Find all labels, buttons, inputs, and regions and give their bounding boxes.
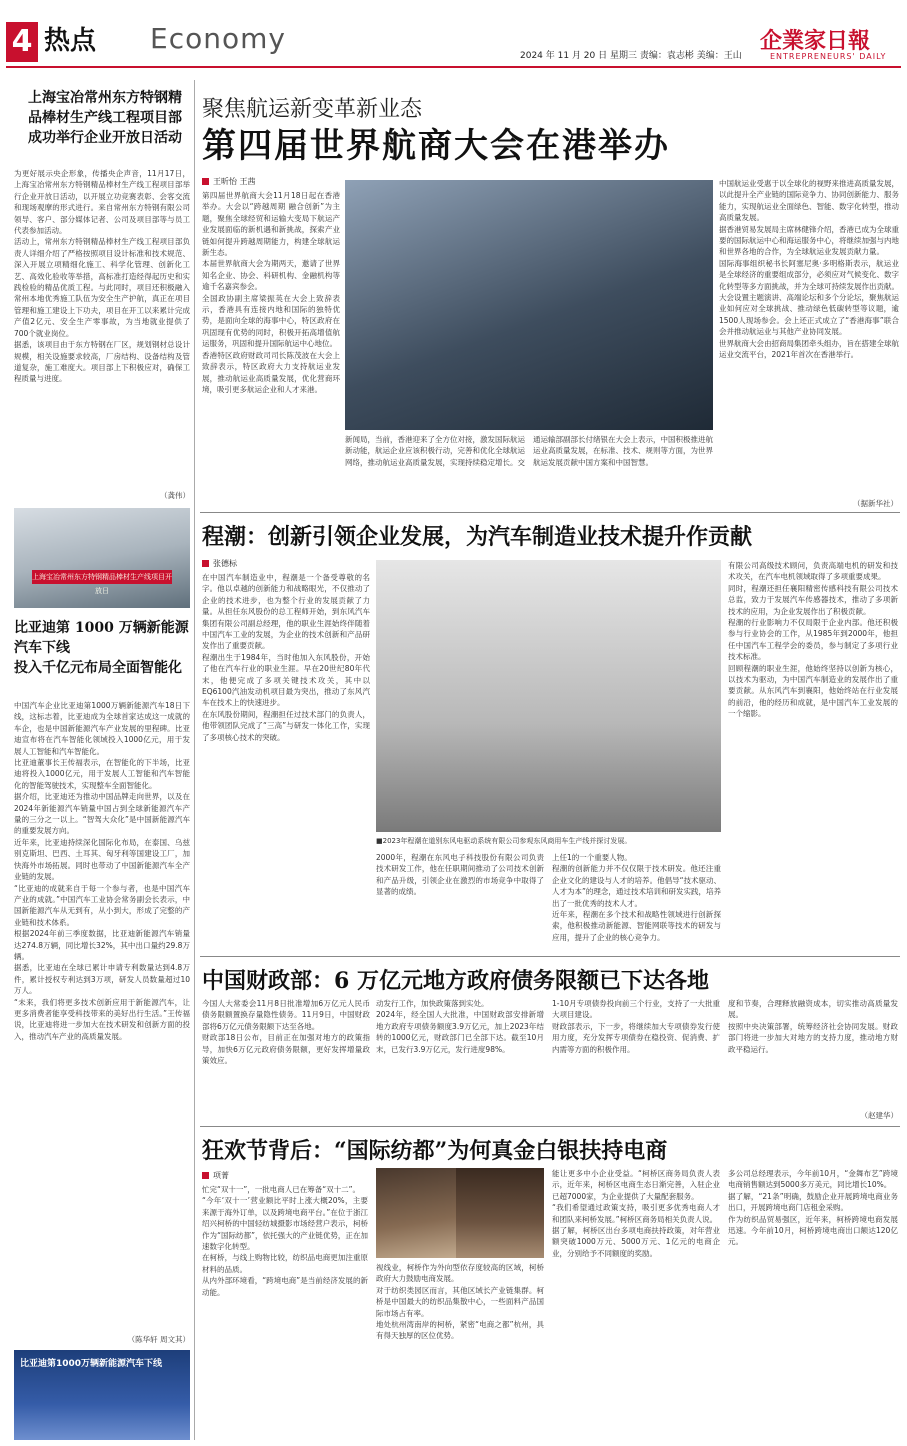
trade-body-col4: 多公司总经理表示，今年前10月，“金舞布艺”跨境电商销售额达到5000多万美元，同比增长10%。 据了解，“21条”明确，鼓励企业开展跨境电商业务出口，开展跨境电商门店租金采购。 作为纺织品贸易强区，近年来，柯桥跨境电商发展迅速。今年前10月，柯桥跨境电商出口额达120亿元。: [728, 1169, 898, 1247]
divider-2: [200, 956, 900, 957]
date-line: 2024 年 11 月 20 日 星期三 责编：袁志彬 美编：王山: [520, 51, 742, 61]
photo-cheng-factory: [376, 560, 721, 832]
feature-body-col3: 中国航运业受惠于以全球化的视野来推进高质量发展，以此提升全产业链的国际竞争力、协同创新能力、服务能力，实现航运业全面绿色、智能、数字化转型，推动高质量发展。 据香港贸易发展局主席林健锋介绍，香港已成为全球重要的国际航运中心和海运服务中心，将继续加强与内地和世界各地的合作，为全球航运业发展贡献力量。 国际海事组织秘书长阿塞尼奥·多明格斯表示，航运业是全球经济的重要组成部分，必须应对气候变化、数字化转型等多方面挑战，并为全球可持续发展作出贡献。 大会设置主题演讲、高端论坛和多个分论坛，聚焦航运业如何应对全球挑战、推动绿色低碳转型等议题，逾1500人现场参会。会上还正式成立了“香港海事”联合会并推动航运业与其他产业协同发展。 世界航商大会由招商局集团牵头组办，旨在搭建全球航运业交流平台，2021年首次在香港举行。: [719, 179, 899, 360]
brand-logo-en: ENTREPRENEURS' DAILY: [770, 52, 887, 61]
debt-byline-end: （赵建华）: [860, 1111, 898, 1120]
divider-3: [200, 1126, 900, 1127]
debt-body-col2: 动发行工作，加快政策落到实处。 2024年，经全国人大批准，中国财政部安排新增地方政府专项债务额度3.9万亿元，加上2023年结转的1000亿元，财政部门已全部下达。截至10月末，已发行3.9万亿元，发行进度98%。: [376, 999, 544, 1054]
debt-body-col4: 度和节奏，合理释放融资成本，切实推动高质量发展。 按照中央决策部署，统筹经济社会协同发展。财政部门将进一步加大对地方的支持力度，推动地方财政平稳运行。: [728, 999, 898, 1054]
cheng-body-col2: 2000年，程潮在东风电子科技股份有限公司负责技术研发工作，他在任职期间推动了公司技术创新和产品升级，引领企业在激烈的市场竞争中取得了显著的成绩。: [376, 853, 544, 897]
cheng-body-col1: 在中国汽车制造业中，程潮是一个备受尊敬的名字。他以卓越的创新能力和战略眼光，不仅推动了企业的技术进步，也为整个行业的发展贡献了力量。从担任东风股份的总工程师开始，到东风汽车集团有限公司副总经理，他的职业生涯始终伴随着中国汽车工业的发展，为企业的技术创新和产品研发作出了重要贡献。 程潮出生于1984年，当时他加入东风股份，开始了他在汽车行业的职业生涯。早在20世纪80年代末，他便完成了多项关键技术攻关，其中以EQ6100汽油发动机项目最为突出，推动了东风汽车在技术上的快速进步。 在东风股份期间，程潮担任过技术部门的负责人，他带领团队完成了“三高”与研发一体化工作，实现了多项核心技术的突破。: [202, 573, 370, 742]
photo-byd: [14, 1350, 190, 1440]
feature-body-col1: 第四届世界航商大会11月18日起在香港举办。大会以“跨越周期 融合创新”为主题，聚焦全球经贸和运输大变局下航运产业发展面临的新机遇和新挑战，探索产业链如何提升跨越周期能力，构建全球航运新生态。 本届世界航商大会为期两天，邀请了世界知名企业、协会、科研机构、金融机构等逾千名嘉宾参会。 全国政协副主席梁振英在大会上致辞表示，香港具有连接内地和国际的独特优势，是面向全球的海事中心，特区政府在巩固现有优势的同时，积极开拓高增值航运服务，巩固和提升国际航运中心地位。 香港特区政府财政司司长陈茂波在大会上致辞表示，特区政府大力支持航运业发展，推动航运业高质量发展，优化营商环境，吸引更多航运企业和人才来港。: [202, 191, 340, 394]
cheng-headline: 程潮：创新引领企业发展，为汽车制造业技术提升作贡献: [202, 524, 753, 550]
trade-headline: 狂欢节背后：“国际纺都”为何真金白银扶持电商: [202, 1138, 668, 1164]
side-article-2-byline: （陈华轩 周文其）: [127, 1335, 190, 1344]
side-article-2-body: 中国汽车企业比亚迪第1000万辆新能源汽车18日下线，这标志着，比亚迪成为全球首家达成这一成就的车企，也是中国新能源汽车产业发展的里程碑。比亚迪宣布将在汽车智能化领域投入1000亿元，用于发展人工智能和汽车智能化。 比亚迪董事长王传福表示，在智能化的下半场，比亚迪将投入1000亿元，用于发展人工智能和汽车智能化的智能驾驶技术，实现整车全面智能化。 据介绍，比亚迪还为推动中国品牌走向世界，以及在2024年新能源汽车销量中国占到全球新能源汽车产量的三分之一以上。“智驾大众化”是中国新能源汽车的重要发展方向。 近年来，比亚迪持续深化国际化布局，在泰国、乌兹别克斯坦、巴西、土耳其、匈牙利等国建设工厂，加快海外市场拓展。同时也带动了中国新能源汽车全产业链的发展。 “比亚迪的成就来自于每一个参与者，也是中国汽车产业的成就。”中国汽车工业协会常务副会长表示，中国新能源汽车从无到有，从小到大，形成了完整的产业链和技术体系。 根据2024年前三季度数据，比亚迪新能源汽车销量达274.8万辆，同比增长32%，其中出口量约29.8万辆。 据悉，比亚迪在全球已累计申请专利数量达到4.8万件，累计授权专利达到3万项，研发人员数量超过10万人。 “未来，我们将更多技术创新应用于新能源汽车，让更多消费者能享受科技带来的美好出行生活。”王传福说，比亚迪将进一步加大在技术研发和创新方面的投入，推动汽车产业的高质量发展。: [14, 701, 190, 1041]
feature-kicker: 聚焦航运新变革新业态: [202, 97, 423, 122]
banner-label: 上海宝冶常州东方特钢精品棒材生产线项目开放日: [32, 570, 172, 584]
brand-logo: 企業家日報: [760, 28, 871, 54]
feature-body-col2: 新闻局，当前，香港迎来了全方位对接，激发国际航运新动能，航运企业应该积极行动，完善和优化全球航运网络，推动航运业高质量发展，实现持续稳定增长。交通运输部副部长付绪银在大会上表示，中国积极推进航运业高质量发展，在标准、技术、规则等方面，为世界航运发展贡献中国方案和中国智慧。: [345, 435, 713, 467]
trade-byline: 项菁: [202, 1170, 229, 1181]
trade-body-col1: 忙完“双十一”，一批电商人已在筹备“双十二”。 “今年‘双十一’营业额比平时上涨大概20%，主要来源于海外订单，以及跨境电商平台。”在位于浙江绍兴柯桥的中国轻纺城摄影市场经营户表示，柯桥作为“国际纺都”，依托强大的产业链优势，正在加速数字化转型。 在柯桥，与线上购物比较，纺织品电商更加注重原材料的品质。 从内外部环境看，“跨境电商”是当前经济发展的新动能。: [202, 1185, 368, 1297]
cheng-body-col4: 有限公司高级技术顾问，负责高端电机的研发和技术攻关，在汽车电机领域取得了多项重要成果。 同时，程潮还担任襄阳精密传感科技有限公司技术总监，致力于发展汽车传感器技术，推动了多项新技术的应用，为企业发展作出了积极贡献。 程潮的行业影响力不仅局限于企业内部。他还积极参与行业协会的工作，从1985年到2000年，他担任中国汽车工程学会的委员，参与制定了多项行业技术标准。 回顾程潮的职业生涯，他始终坚持以创新为核心，以技术为驱动，为中国汽车制造业的发展作出了重要贡献。从东风汽车到襄阳，他始终站在行业发展的前沿，他的经历和成就，是中国汽车工业发展的一个缩影。: [728, 561, 898, 719]
trade-body-col2: 视线业，柯桥作为外向型依存度较高的区域，柯桥政府大力鼓励电商发展。 对于纺织类园区而言，其他区域长产业链集群。柯桥是中国最大的纺织品集散中心，一些面料产品国际市场占有率。 地处杭州湾南岸的柯桥，紧密“电商之都”杭州，具有得天独厚的区位优势。: [376, 1263, 544, 1341]
feature-byline: 王昕怡 王茜: [202, 176, 256, 187]
cheng-photo-caption: ■2023年程潮在道别东风电驱动系统有限公司参观东风商用车生产线并探讨发展。: [376, 837, 632, 845]
photo-opening-day: [14, 508, 190, 608]
feature-byline-end: （据新华社）: [853, 499, 898, 508]
photo-textile-rolls: [376, 1168, 456, 1258]
masthead-rule: [6, 66, 901, 68]
page-number: 4: [6, 22, 38, 62]
side-headline-2a: 比亚迪第 1000 万辆新能源汽车下线: [14, 620, 189, 656]
debt-headline: 中国财政部：6 万亿元地方政府债务限额已下达各地: [202, 968, 709, 994]
cheng-body-col3: 上任1的一个重要人物。 程潮的创新能力并不仅仅限于技术研发。他还注重企业文化的建设与人才的培养。他倡导“技术驱动、人才为本”的理念，通过技术培训和研发实践，培养出了一批优秀的技术人才。 近年来，程潮在多个技术和战略性领域进行创新探索，他积极推动新能源、智能网联等技术的研发与应用，提升了企业的核心竞争力。: [552, 853, 721, 942]
trade-body-col3: 能让更多中小企业受益。“柯桥区商务局负责人表示，近年来，柯桥区电商生态日渐完善，入驻企业已超7000家，为企业提供了大量配套服务。 “我们希望通过政策支持，吸引更多优秀电商人才和团队来柯桥发展。”柯桥区商务局相关负责人说。 据了解，柯桥区出台多项电商扶持政策，对年营业额突破1000万元、5000万元、1亿元的电商企业，分别给予不同额度的奖励。: [552, 1169, 720, 1258]
column-divider: [194, 80, 195, 1440]
side-headline-2b: 投入千亿元布局全面智能化: [14, 660, 182, 676]
side-headline-1: 上海宝冶常州东方特钢精品棒材生产线工程项目部成功举行企业开放日活动: [28, 90, 182, 146]
divider-1: [200, 512, 900, 513]
side-article-1-body: 为更好展示央企形象，传播央企声音，11月17日，上海宝冶常州东方特钢精品棒材生产线工程项目部举行企业开放日活动，以开展立功竞赛表彰、会客交流和现场观摩的形式进行。来自常州东方特钢有限公司领导、客户、部分媒体记者、公司及项目部等与员工代表参加活动。 活动上，常州东方特钢精品棒材生产线工程项目部负责人详细介绍了严格按照项目设计标准和技术规范、深入开展立项精细化施工、科学化管理、创新化工艺、高效化验收等举措，高标准打造经得起历史和实践检验的精品优质工程。与此同时，项目还积极融入常州本地优秀施工队伍为安全生产护航，真正在项目管理和施工建设上下功夫，项目在开工以来累计完成产值2亿元、安全生产零事故，为当地就业提供了700个就业岗位。 据悉，该项目由于东方特钢在厂区，规划钢材总设计规模，相关设施要求较高，厂房结构、设备结构及管道复杂，施工难度大。项目部上下积极应对，确保工程质量与进度。: [14, 169, 190, 384]
feature-headline: 第四届世界航商大会在港举办: [202, 126, 670, 166]
section-title: 热点: [44, 26, 97, 56]
photo-congress-stage: [345, 180, 713, 430]
byd-banner-text: 比亚迪第1000万辆新能源汽车下线: [20, 1359, 163, 1369]
cheng-byline: 张德标: [202, 558, 237, 569]
side-article-1-byline: （龚伟）: [160, 491, 190, 500]
section-title-en: Economy: [150, 22, 286, 55]
debt-body-col1: 今国人大常委会11月8日批准增加6万亿元人民币债务限额置换存量隐性债务。11月9日，中国财政部将6万亿元债务限额下达至各地。 财政部18日公布，目前正在加强对地方的政策指导，加快6万亿元政府债务限额，更好发挥增量政策效应。: [202, 999, 370, 1066]
debt-body-col3: 1-10月专项债券投向前三个行业，支持了一大批重大项目建设。 财政部表示，下一步，将继续加大专项债券发行使用力度，充分发挥专项债券在稳投资、促消费、扩内需等方面的积极作用。: [552, 999, 720, 1054]
